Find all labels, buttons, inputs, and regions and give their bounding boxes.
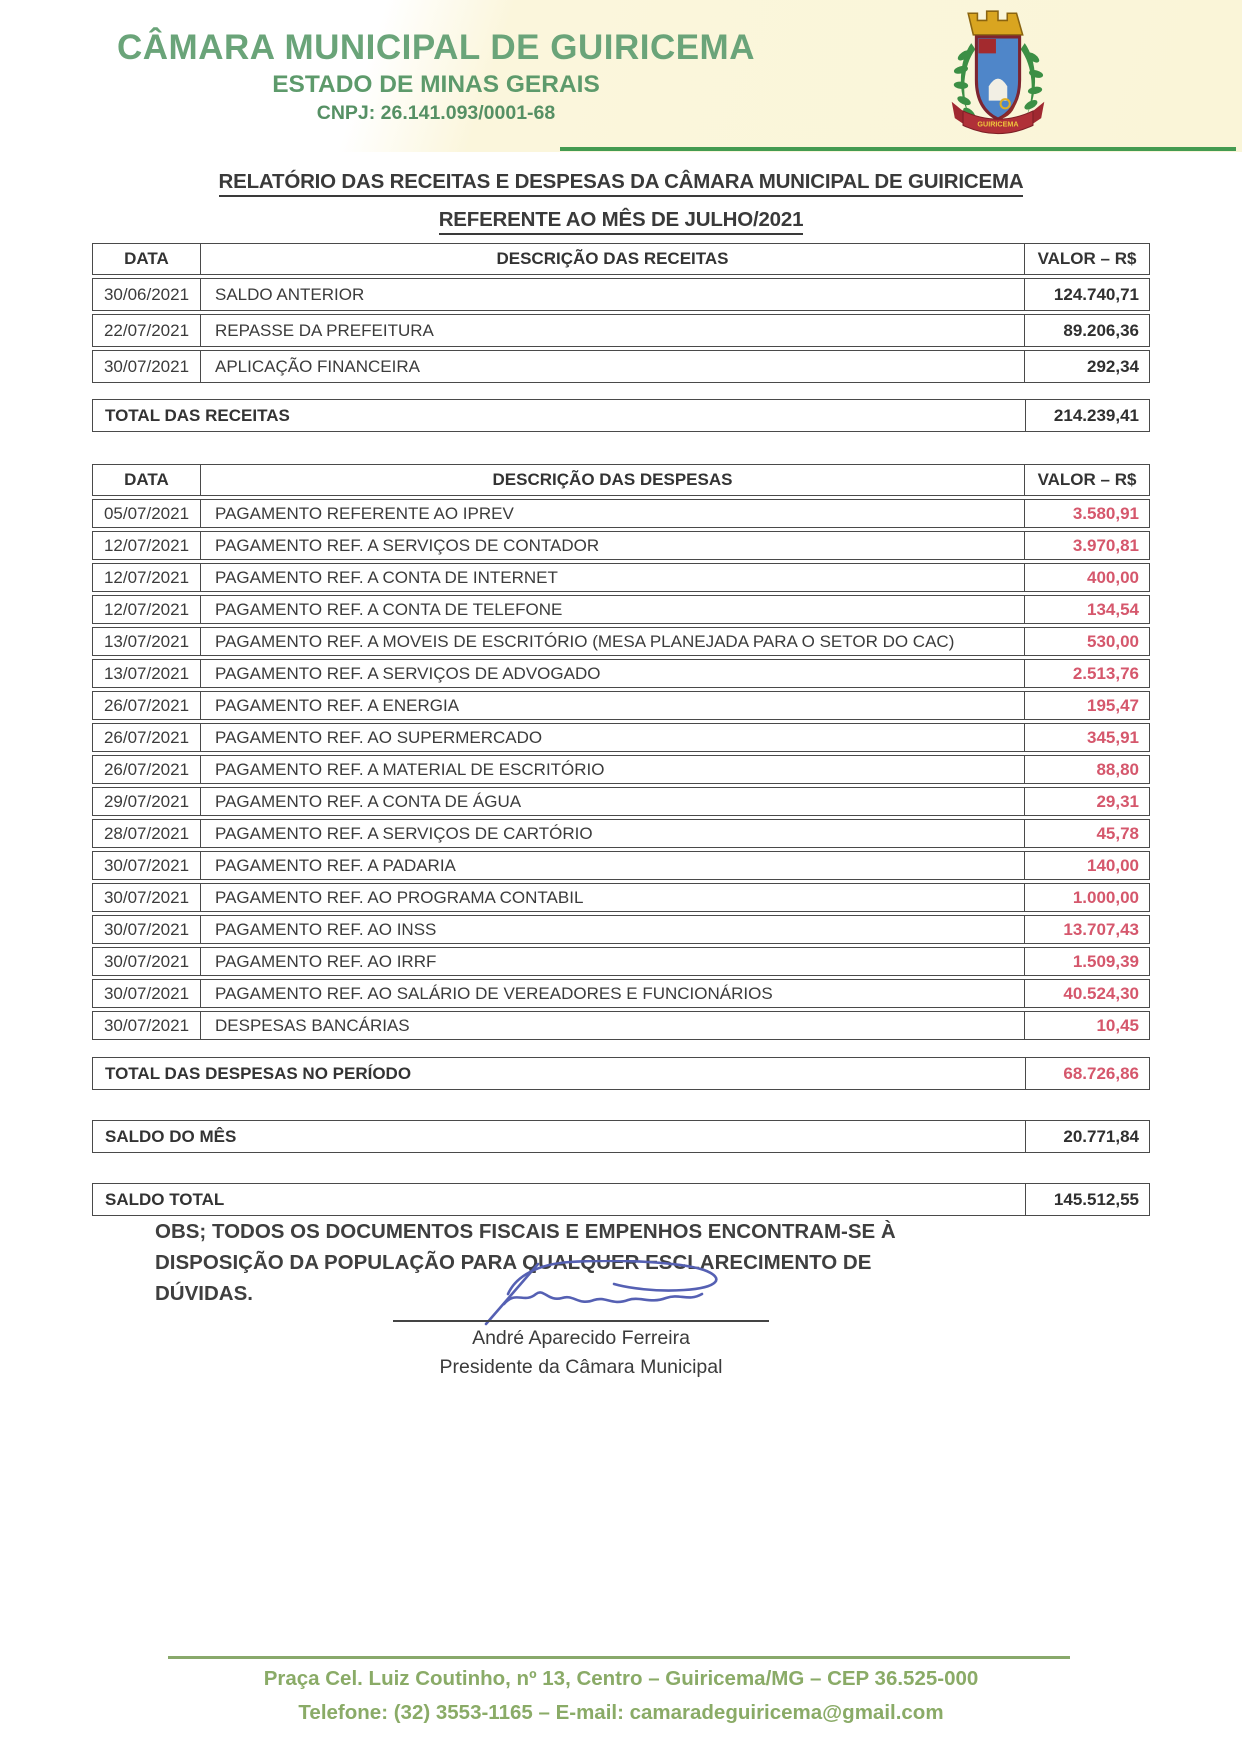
column-header-valor: VALOR – R$ — [1037, 470, 1137, 489]
total-despesas-value: 68.726,86 — [1025, 1058, 1149, 1089]
row-description: PAGAMENTO REF. A CONTA DE ÁGUA — [201, 788, 1025, 815]
table-row — [92, 595, 1150, 624]
row-date: 30/07/2021 — [93, 948, 201, 975]
crest-ribbon-text: GUIRICEMA — [977, 119, 1019, 129]
row-value: 1.000,00 — [1072, 887, 1139, 907]
row-value: 400,00 — [1087, 567, 1139, 587]
row-description: PAGAMENTO REF. A PADARIA — [201, 852, 1025, 879]
footer — [0, 1662, 1242, 1730]
table-row — [92, 851, 1150, 880]
coat-of-arms-icon — [944, 4, 1052, 148]
row-date: 12/07/2021 — [93, 532, 201, 559]
row-description: PAGAMENTO REF. AO PROGRAMA CONTABIL — [201, 884, 1025, 911]
column-header-data: DATA — [93, 244, 201, 274]
table-row — [92, 723, 1150, 752]
row-description: SALDO ANTERIOR — [201, 279, 1025, 310]
table-row — [92, 883, 1150, 912]
table-row — [92, 314, 1150, 347]
org-name: CÂMARA MUNICIPAL DE GUIRICEMA — [116, 28, 755, 67]
row-description: DESPESAS BANCÁRIAS — [201, 1012, 1025, 1039]
handwritten-signature — [388, 1260, 780, 1326]
observation-note: OBS; TODOS OS DOCUMENTOS FISCAIS E EMPENHOS ENCONTRAM-SE À DISPOSIÇÃO DA POPULAÇÃO PARA QUALQUER ESCLARECIMENTO DE DÚVIDAS. — [155, 1220, 896, 1305]
row-date: 05/07/2021 — [93, 500, 201, 527]
column-header-data: DATA — [93, 465, 201, 495]
saldo-total-row — [92, 1183, 1150, 1216]
row-date: 26/07/2021 — [93, 756, 201, 783]
row-value: 2.513,76 — [1072, 663, 1139, 683]
row-date: 30/06/2021 — [93, 279, 201, 310]
row-description: PAGAMENTO REFERENTE AO IPREV — [201, 500, 1025, 527]
row-date: 26/07/2021 — [93, 692, 201, 719]
signatory-role: Presidente da Câmara Municipal — [439, 1356, 723, 1378]
table-row — [92, 278, 1150, 311]
saldo-mes-value: 20.771,84 — [1025, 1121, 1149, 1152]
row-description: PAGAMENTO REF. AO IRRF — [201, 948, 1025, 975]
total-despesas-row — [92, 1057, 1150, 1090]
row-date: 12/07/2021 — [93, 596, 201, 623]
column-header-valor: VALOR – R$ — [1037, 249, 1137, 268]
footer-divider-rule — [168, 1656, 1070, 1659]
row-date: 13/07/2021 — [93, 628, 201, 655]
row-value: 88,80 — [1096, 759, 1139, 779]
row-description: PAGAMENTO REF. AO SUPERMERCADO — [201, 724, 1025, 751]
row-description: REPASSE DA PREFEITURA — [201, 315, 1025, 346]
receitas-table — [92, 243, 1150, 386]
saldo-mes-row — [92, 1120, 1150, 1153]
row-date: 30/07/2021 — [93, 351, 201, 382]
row-value: 292,34 — [1087, 356, 1139, 376]
row-description: PAGAMENTO REF. A SERVIÇOS DE ADVOGADO — [201, 660, 1025, 687]
row-date: 12/07/2021 — [93, 564, 201, 591]
row-date: 30/07/2021 — [93, 884, 201, 911]
column-header-descricao: DESCRIÇÃO DAS DESPESAS — [201, 465, 1025, 495]
table-row — [92, 627, 1150, 656]
row-value: 3.580,91 — [1072, 503, 1139, 523]
row-date: 30/07/2021 — [93, 1012, 201, 1039]
table-row — [92, 787, 1150, 816]
letterhead — [86, 28, 786, 125]
row-value: 530,00 — [1087, 631, 1139, 651]
table-row — [92, 531, 1150, 560]
row-value: 13.707,43 — [1063, 919, 1139, 939]
row-date: 30/07/2021 — [93, 852, 201, 879]
column-header-descricao: DESCRIÇÃO DAS RECEITAS — [201, 244, 1025, 274]
row-description: PAGAMENTO REF. A CONTA DE INTERNET — [201, 564, 1025, 591]
footer-address: Praça Cel. Luiz Coutinho, nº 13, Centro – Guiricema/MG – CEP 36.525-000 — [263, 1667, 979, 1690]
document-title: RELATÓRIO DAS RECEITAS E DESPESAS DA CÂMARA MUNICIPAL DE GUIRICEMA — [219, 170, 1024, 197]
header-divider-rule — [560, 147, 1236, 151]
row-description: PAGAMENTO REF. A SERVIÇOS DE CONTADOR — [201, 532, 1025, 559]
row-value: 195,47 — [1087, 695, 1139, 715]
row-date: 26/07/2021 — [93, 724, 201, 751]
document-subtitle: REFERENTE AO MÊS DE JULHO/2021 — [439, 208, 804, 235]
receitas-header-row — [92, 243, 1150, 275]
row-value: 45,78 — [1096, 823, 1139, 843]
row-value: 140,00 — [1087, 855, 1139, 875]
saldo-mes-label: SALDO DO MÊS — [105, 1126, 237, 1146]
row-date: 13/07/2021 — [93, 660, 201, 687]
row-description: PAGAMENTO REF. A SERVIÇOS DE CARTÓRIO — [201, 820, 1025, 847]
row-description: PAGAMENTO REF. AO INSS — [201, 916, 1025, 943]
row-description: PAGAMENTO REF. A MATERIAL DE ESCRITÓRIO — [201, 756, 1025, 783]
table-row — [92, 755, 1150, 784]
row-value: 124.740,71 — [1053, 284, 1139, 304]
org-state: ESTADO DE MINAS GERAIS — [272, 71, 600, 98]
table-row — [92, 947, 1150, 976]
despesas-table — [92, 464, 1150, 1043]
row-date: 30/07/2021 — [93, 916, 201, 943]
table-row — [92, 691, 1150, 720]
row-date: 28/07/2021 — [93, 820, 201, 847]
saldo-total-value: 145.512,55 — [1025, 1184, 1149, 1215]
saldo-total-label: SALDO TOTAL — [105, 1189, 225, 1209]
signatory-name: André Aparecido Ferreira — [472, 1327, 690, 1349]
row-description: PAGAMENTO REF. A MOVEIS DE ESCRITÓRIO (MESA PLANEJADA PARA O SETOR DO CAC) — [201, 628, 1025, 655]
row-description: APLICAÇÃO FINANCEIRA — [201, 351, 1025, 382]
row-description: PAGAMENTO REF. AO SALÁRIO DE VEREADORES E FUNCIONÁRIOS — [201, 980, 1025, 1007]
table-row — [92, 819, 1150, 848]
table-row — [92, 563, 1150, 592]
row-date: 29/07/2021 — [93, 788, 201, 815]
org-cnpj: CNPJ: 26.141.093/0001-68 — [316, 102, 556, 124]
signature-block — [393, 1320, 769, 1379]
row-value: 10,45 — [1096, 1015, 1139, 1035]
total-receitas-row — [92, 399, 1150, 432]
row-value: 29,31 — [1096, 791, 1139, 811]
row-value: 89.206,36 — [1063, 320, 1139, 340]
footer-contact: Telefone: (32) 3553-1165 – E-mail: camaradeguiricema@gmail.com — [298, 1701, 944, 1724]
despesas-header-row — [92, 464, 1150, 496]
table-row — [92, 499, 1150, 528]
table-row — [92, 350, 1150, 383]
table-row — [92, 915, 1150, 944]
table-row — [92, 1011, 1150, 1040]
row-date: 22/07/2021 — [93, 315, 201, 346]
table-row — [92, 659, 1150, 688]
row-value: 345,91 — [1087, 727, 1139, 747]
row-description: PAGAMENTO REF. A CONTA DE TELEFONE — [201, 596, 1025, 623]
total-receitas-label: TOTAL DAS RECEITAS — [105, 405, 290, 425]
row-value: 134,54 — [1087, 599, 1139, 619]
row-value: 1.509,39 — [1072, 951, 1139, 971]
row-description: PAGAMENTO REF. A ENERGIA — [201, 692, 1025, 719]
total-receitas-value: 214.239,41 — [1025, 400, 1149, 431]
row-value: 3.970,81 — [1072, 535, 1139, 555]
table-row — [92, 979, 1150, 1008]
row-value: 40.524,30 — [1063, 983, 1139, 1003]
total-despesas-label: TOTAL DAS DESPESAS NO PERÍODO — [105, 1063, 412, 1083]
row-date: 30/07/2021 — [93, 980, 201, 1007]
